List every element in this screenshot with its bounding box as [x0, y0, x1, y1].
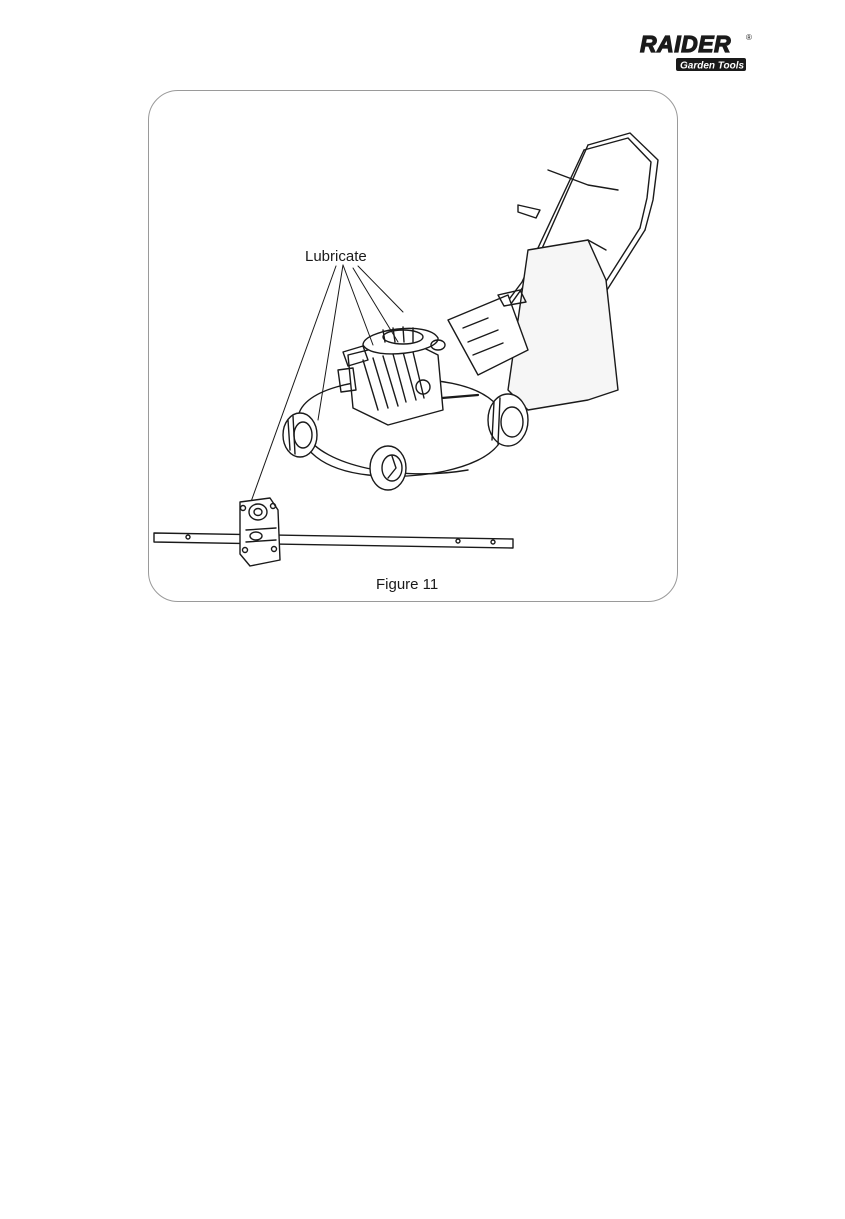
- raider-wordmark: RAIDER: [640, 31, 732, 57]
- raider-logo: [636, 30, 756, 74]
- registered-mark: ®: [746, 33, 752, 42]
- figure-caption: Figure 11: [376, 576, 439, 593]
- lubricate-callout-label: Lubricate: [305, 248, 367, 265]
- logo-tagline: Garden Tools: [680, 60, 745, 72]
- lawn-mower-illustration: [148, 90, 678, 602]
